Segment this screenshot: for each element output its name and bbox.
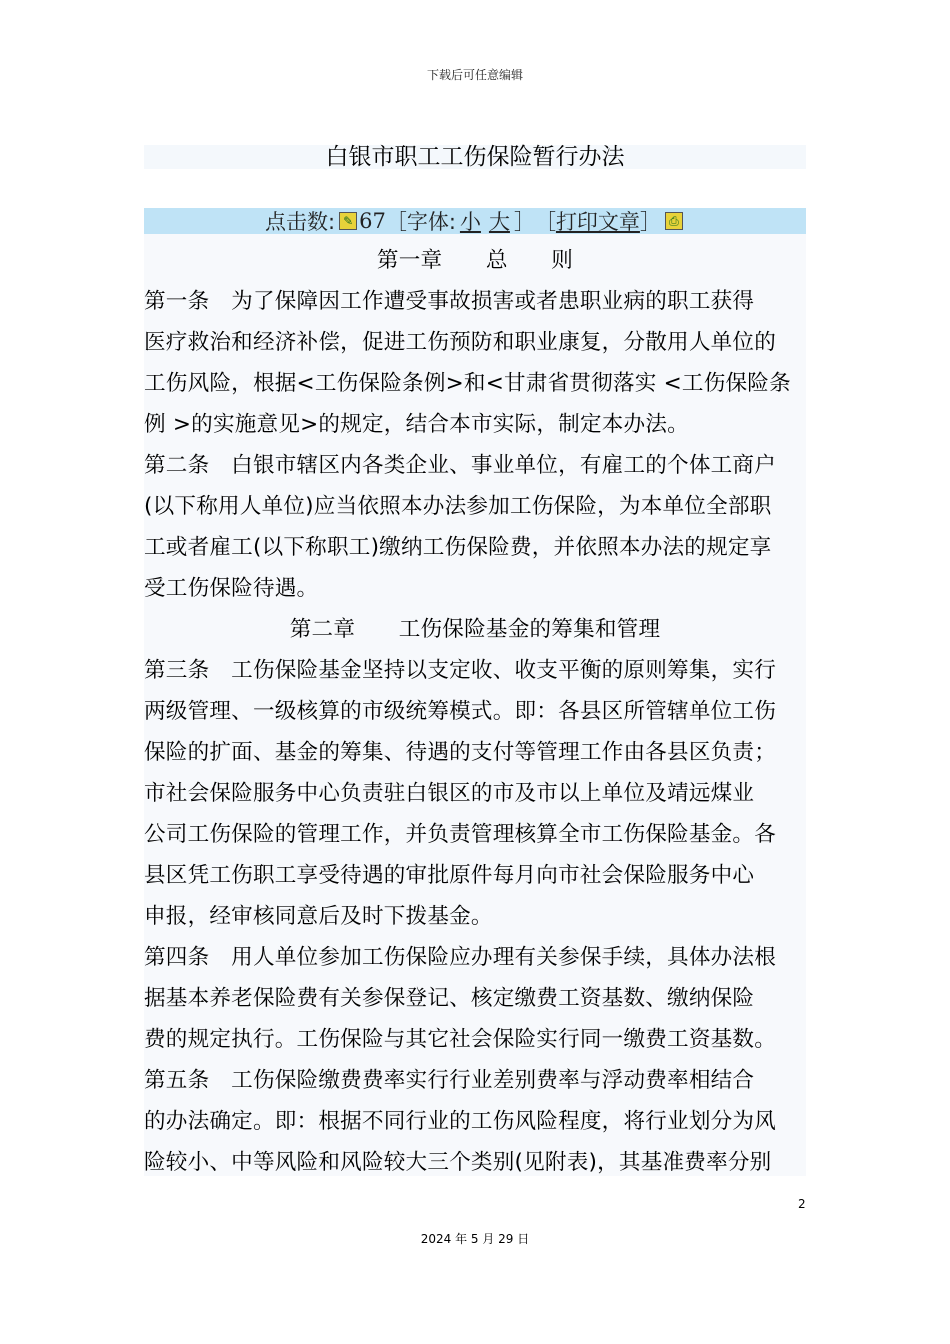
document-title: 白银市职工工伤保险暂行办法 (325, 144, 625, 170)
font-small-link[interactable]: 小 (459, 210, 481, 234)
text-line: 市社会保险服务中心负责驻白银区的市及市以上单位及靖远煤业 (144, 781, 755, 806)
text-line: 的办法确定。即：根据不同行业的工伤风险程度，将行业划分为风 (144, 1109, 777, 1134)
chapter-heading: 第二章 工伤保险基金的筹集和管理 (289, 617, 661, 642)
text-line: 第二条 白银市辖区内各类企业、事业单位，有雇工的个体工商户 (144, 453, 777, 478)
footer-date: 2024 年 5 月 29 日 (420, 1232, 530, 1246)
clicks-count: 67 (359, 209, 386, 233)
text-line: 据基本养老保险费有关参保登记、核定缴费工资基数、缴纳保险 (144, 986, 755, 1011)
text-line: 申报，经审核同意后及时下拨基金。 (144, 904, 493, 929)
text-line: 第五条 工伤保险缴费费率实行行业差别费率与浮动费率相结合 (144, 1068, 755, 1093)
clicks-label: 点击数: (265, 210, 336, 234)
print-article-link[interactable]: 打印文章 (555, 210, 640, 234)
text-line: 保险的扩面、基金的筹集、待遇的支付等管理工作由各县区负责； (144, 740, 777, 765)
chapter-heading: 第一章 总 则 (376, 248, 574, 273)
text-line: 县区凭工伤职工享受待遇的审批原件每月向市社会保险服务中心 (144, 863, 755, 888)
text-line: 第三条 工伤保险基金坚持以支定收、收支平衡的原则筹集，实行 (144, 658, 777, 683)
font-label: ［字体: (385, 210, 456, 234)
text-line: 险较小、中等风险和风险较大三个类别(见附表)，其基准费率分别 (144, 1150, 772, 1175)
print-close-bracket: ］ (639, 210, 661, 234)
text-line: 第一条 为了保障因工作遭受事故损害或者患职业病的职工获得 (144, 289, 755, 314)
pencil-icon: ✎ (339, 212, 357, 230)
text-line: 工伤风险，根据<工伤保险条例>和<甘肃省贯彻落实 <工伤保险条 (144, 371, 791, 396)
page-number: 2 (798, 1197, 806, 1211)
text-line: 医疗救治和经济补偿，促进工伤预防和职业康复，分散用人单位的 (144, 330, 777, 355)
text-line: 公司工伤保险的管理工作，并负责管理核算全市工伤保险基金。各 (144, 822, 777, 847)
article-info-bar (144, 208, 806, 234)
text-line: (以下称用人单位)应当依照本办法参加工伤保险，为本单位全部职 (144, 494, 772, 519)
text-line: 第四条 用人单位参加工伤保险应办理有关参保手续，具体办法根 (144, 945, 777, 970)
text-line: 费的规定执行。工伤保险与其它社会保险实行同一缴费工资基数。 (144, 1027, 777, 1052)
printer-icon[interactable]: ⎙ (665, 212, 683, 230)
font-close-bracket: ］ (513, 210, 535, 234)
print-open-bracket: ［ (534, 210, 556, 234)
header-note: 下载后可任意编辑 (426, 68, 523, 82)
text-line: 两级管理、一级核算的市级统筹模式。即：各县区所管辖单位工伤 (144, 699, 777, 724)
article-body (144, 240, 806, 1183)
text-line: 受工伤保险待遇。 (144, 576, 319, 601)
font-large-link[interactable]: 大 (488, 210, 510, 234)
text-line: 工或者雇工(以下称职工)缴纳工伤保险费，并依照本办法的规定享 (144, 535, 772, 560)
text-line: 例 >的实施意见>的规定，结合本市实际，制定本办法。 (144, 412, 689, 437)
